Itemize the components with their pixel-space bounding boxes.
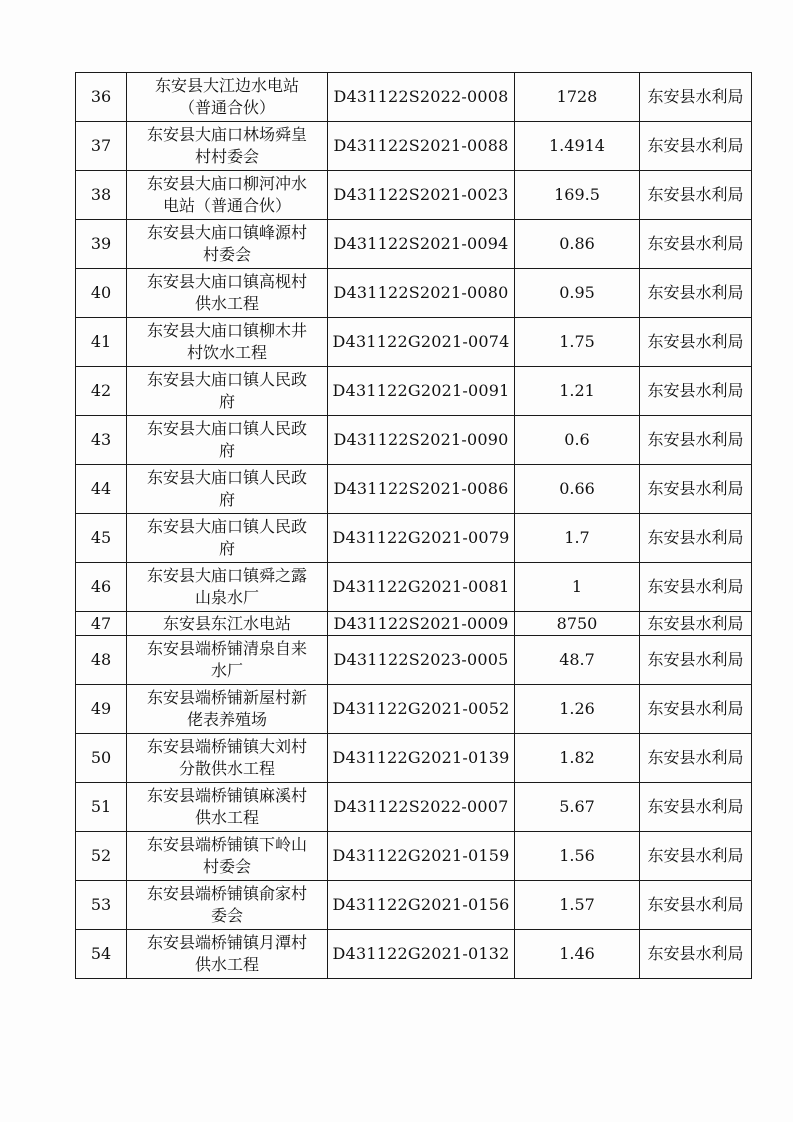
permit-table — [75, 72, 752, 979]
row-number-cell: 45 — [76, 514, 127, 563]
table-row — [76, 416, 752, 465]
unit-name-cell — [127, 416, 328, 465]
unit-name-line-1: 东安县端桥铺镇俞家村 — [146, 884, 307, 903]
permit-code-cell: D431122G2021-0159 — [328, 832, 515, 881]
table-row — [76, 783, 752, 832]
table-row — [76, 832, 752, 881]
unit-name-line-2: 村饮水工程 — [186, 343, 267, 362]
unit-name-line-2: 村委会 — [202, 857, 251, 876]
unit-name-line-1: 东安县端桥铺镇月潭村 — [146, 933, 307, 952]
row-number-cell: 44 — [76, 465, 127, 514]
quantity-cell: 1.56 — [515, 832, 640, 881]
table-row — [76, 881, 752, 930]
permit-code-cell: D431122S2021-0023 — [328, 171, 515, 220]
authority-cell: 东安县水利局 — [640, 220, 752, 269]
unit-name-line-2: （普通合伙） — [178, 98, 275, 117]
table-row — [76, 171, 752, 220]
unit-name-line-1: 东安县大庙口镇柳木井 — [146, 321, 307, 340]
table-row — [76, 269, 752, 318]
row-number-cell: 48 — [76, 636, 127, 685]
unit-name-line-1: 东安县大庙口镇舜之露 — [146, 566, 307, 585]
row-number-cell: 50 — [76, 734, 127, 783]
quantity-cell: 1.57 — [515, 881, 640, 930]
unit-name-cell — [127, 685, 328, 734]
permit-code-cell: D431122G2021-0091 — [328, 367, 515, 416]
unit-name-line-2: 府 — [218, 441, 235, 460]
permit-code-cell: D431122G2021-0079 — [328, 514, 515, 563]
permit-code-cell: D431122G2021-0139 — [328, 734, 515, 783]
authority-cell: 东安县水利局 — [640, 783, 752, 832]
unit-name-cell — [127, 930, 328, 979]
row-number-cell: 36 — [76, 73, 127, 122]
table-row — [76, 514, 752, 563]
permit-code-cell: D431122S2021-0090 — [328, 416, 515, 465]
unit-name-line-1: 东安县大庙口镇人民政 — [146, 517, 307, 536]
permit-code-cell: D431122S2021-0094 — [328, 220, 515, 269]
quantity-cell: 1.4914 — [515, 122, 640, 171]
unit-name-cell — [127, 269, 328, 318]
quantity-cell: 1728 — [515, 73, 640, 122]
quantity-cell: 5.67 — [515, 783, 640, 832]
unit-name-line-2: 府 — [218, 490, 235, 509]
quantity-cell: 1.75 — [515, 318, 640, 367]
quantity-cell: 0.6 — [515, 416, 640, 465]
unit-name-cell — [127, 881, 328, 930]
unit-name-line-1: 东安县大庙口镇人民政 — [146, 468, 307, 487]
permit-code-cell: D431122G2021-0074 — [328, 318, 515, 367]
permit-code-cell: D431122G2021-0052 — [328, 685, 515, 734]
unit-name-cell — [127, 832, 328, 881]
permit-code-cell: D431122S2021-0088 — [328, 122, 515, 171]
permit-table-body — [76, 73, 752, 979]
unit-name-line-1: 东安县大庙口镇高枧村 — [146, 272, 307, 291]
unit-name-line-2: 水厂 — [210, 661, 243, 680]
table-row — [76, 612, 752, 636]
unit-name-line-2: 供水工程 — [194, 808, 259, 827]
permit-code-cell: D431122S2022-0008 — [328, 73, 515, 122]
authority-cell: 东安县水利局 — [640, 367, 752, 416]
quantity-cell: 1.46 — [515, 930, 640, 979]
quantity-cell: 1.7 — [515, 514, 640, 563]
unit-name-line-2: 佬表养殖场 — [186, 710, 267, 729]
unit-name-cell — [127, 465, 328, 514]
table-row — [76, 685, 752, 734]
unit-name-line-1: 东安县大庙口柳河冲水 — [146, 174, 307, 193]
authority-cell: 东安县水利局 — [640, 416, 752, 465]
unit-name-line-1: 东安县端桥铺新屋村新 — [146, 688, 307, 707]
row-number-cell: 46 — [76, 563, 127, 612]
quantity-cell: 1.82 — [515, 734, 640, 783]
unit-name-line-2: 电站（普通合伙） — [162, 196, 291, 215]
table-row — [76, 734, 752, 783]
unit-name-cell — [127, 367, 328, 416]
permit-code-cell: D431122G2021-0132 — [328, 930, 515, 979]
quantity-cell: 48.7 — [515, 636, 640, 685]
authority-cell: 东安县水利局 — [640, 832, 752, 881]
permit-code-cell: D431122S2021-0086 — [328, 465, 515, 514]
authority-cell: 东安县水利局 — [640, 269, 752, 318]
unit-name-line-2: 府 — [218, 392, 235, 411]
unit-name-line-2: 村委会 — [202, 245, 251, 264]
authority-cell: 东安县水利局 — [640, 881, 752, 930]
unit-name-line-2: 分散供水工程 — [178, 759, 275, 778]
unit-name-cell — [127, 318, 328, 367]
unit-name-cell — [127, 734, 328, 783]
unit-name-cell — [127, 563, 328, 612]
row-number-cell: 39 — [76, 220, 127, 269]
row-number-cell: 42 — [76, 367, 127, 416]
permit-code-cell: D431122G2021-0156 — [328, 881, 515, 930]
row-number-cell: 52 — [76, 832, 127, 881]
row-number-cell: 49 — [76, 685, 127, 734]
unit-name-cell — [127, 612, 328, 636]
authority-cell: 东安县水利局 — [640, 465, 752, 514]
authority-cell: 东安县水利局 — [640, 930, 752, 979]
unit-name-cell — [127, 636, 328, 685]
table-row — [76, 367, 752, 416]
unit-name-line-1: 东安县端桥铺镇大刘村 — [146, 737, 307, 756]
authority-cell: 东安县水利局 — [640, 122, 752, 171]
permit-code-cell: D431122S2021-0009 — [328, 612, 515, 636]
unit-name-cell — [127, 514, 328, 563]
authority-cell: 东安县水利局 — [640, 612, 752, 636]
authority-cell: 东安县水利局 — [640, 73, 752, 122]
unit-name-line-1: 东安县大江边水电站 — [154, 76, 299, 95]
quantity-cell: 0.86 — [515, 220, 640, 269]
unit-name-cell — [127, 220, 328, 269]
quantity-cell: 0.66 — [515, 465, 640, 514]
unit-name-line-1: 东安县大庙口镇峰源村 — [146, 223, 307, 242]
unit-name-line-1: 东安县端桥铺清泉自来 — [146, 639, 307, 658]
unit-name-line-2: 委会 — [210, 906, 243, 925]
table-row — [76, 930, 752, 979]
table-row — [76, 220, 752, 269]
table-row — [76, 636, 752, 685]
unit-name-line-1: 东安县端桥铺镇下岭山 — [146, 835, 307, 854]
permit-code-cell: D431122S2021-0080 — [328, 269, 515, 318]
permit-code-cell: D431122S2022-0007 — [328, 783, 515, 832]
unit-name-line-2: 府 — [218, 539, 235, 558]
table-row — [76, 122, 752, 171]
unit-name-line-1: 东安县大庙口镇人民政 — [146, 370, 307, 389]
unit-name-line-1: 东安县大庙口林场舜皇 — [146, 125, 307, 144]
table-row — [76, 318, 752, 367]
authority-cell: 东安县水利局 — [640, 318, 752, 367]
row-number-cell: 47 — [76, 612, 127, 636]
table-row — [76, 563, 752, 612]
row-number-cell: 41 — [76, 318, 127, 367]
unit-name-cell — [127, 73, 328, 122]
unit-name-line-1: 东安县大庙口镇人民政 — [146, 419, 307, 438]
authority-cell: 东安县水利局 — [640, 636, 752, 685]
unit-name-line-1: 东安县东江水电站 — [162, 613, 291, 633]
table-row — [76, 73, 752, 122]
authority-cell: 东安县水利局 — [640, 514, 752, 563]
unit-name-line-2: 供水工程 — [194, 955, 259, 974]
row-number-cell: 37 — [76, 122, 127, 171]
unit-name-cell — [127, 122, 328, 171]
quantity-cell: 1 — [515, 563, 640, 612]
authority-cell: 东安县水利局 — [640, 685, 752, 734]
row-number-cell: 38 — [76, 171, 127, 220]
permit-code-cell: D431122S2023-0005 — [328, 636, 515, 685]
unit-name-line-2: 山泉水厂 — [194, 588, 259, 607]
unit-name-cell — [127, 171, 328, 220]
authority-cell: 东安县水利局 — [640, 171, 752, 220]
row-number-cell: 40 — [76, 269, 127, 318]
authority-cell: 东安县水利局 — [640, 563, 752, 612]
row-number-cell: 43 — [76, 416, 127, 465]
table-row — [76, 465, 752, 514]
row-number-cell: 54 — [76, 930, 127, 979]
unit-name-cell — [127, 783, 328, 832]
row-number-cell: 53 — [76, 881, 127, 930]
unit-name-line-1: 东安县端桥铺镇麻溪村 — [146, 786, 307, 805]
unit-name-line-2: 供水工程 — [194, 294, 259, 313]
unit-name-line-2: 村村委会 — [194, 147, 259, 166]
authority-cell: 东安县水利局 — [640, 734, 752, 783]
quantity-cell: 8750 — [515, 612, 640, 636]
quantity-cell: 1.21 — [515, 367, 640, 416]
quantity-cell: 0.95 — [515, 269, 640, 318]
quantity-cell: 1.26 — [515, 685, 640, 734]
row-number-cell: 51 — [76, 783, 127, 832]
quantity-cell: 169.5 — [515, 171, 640, 220]
permit-code-cell: D431122G2021-0081 — [328, 563, 515, 612]
